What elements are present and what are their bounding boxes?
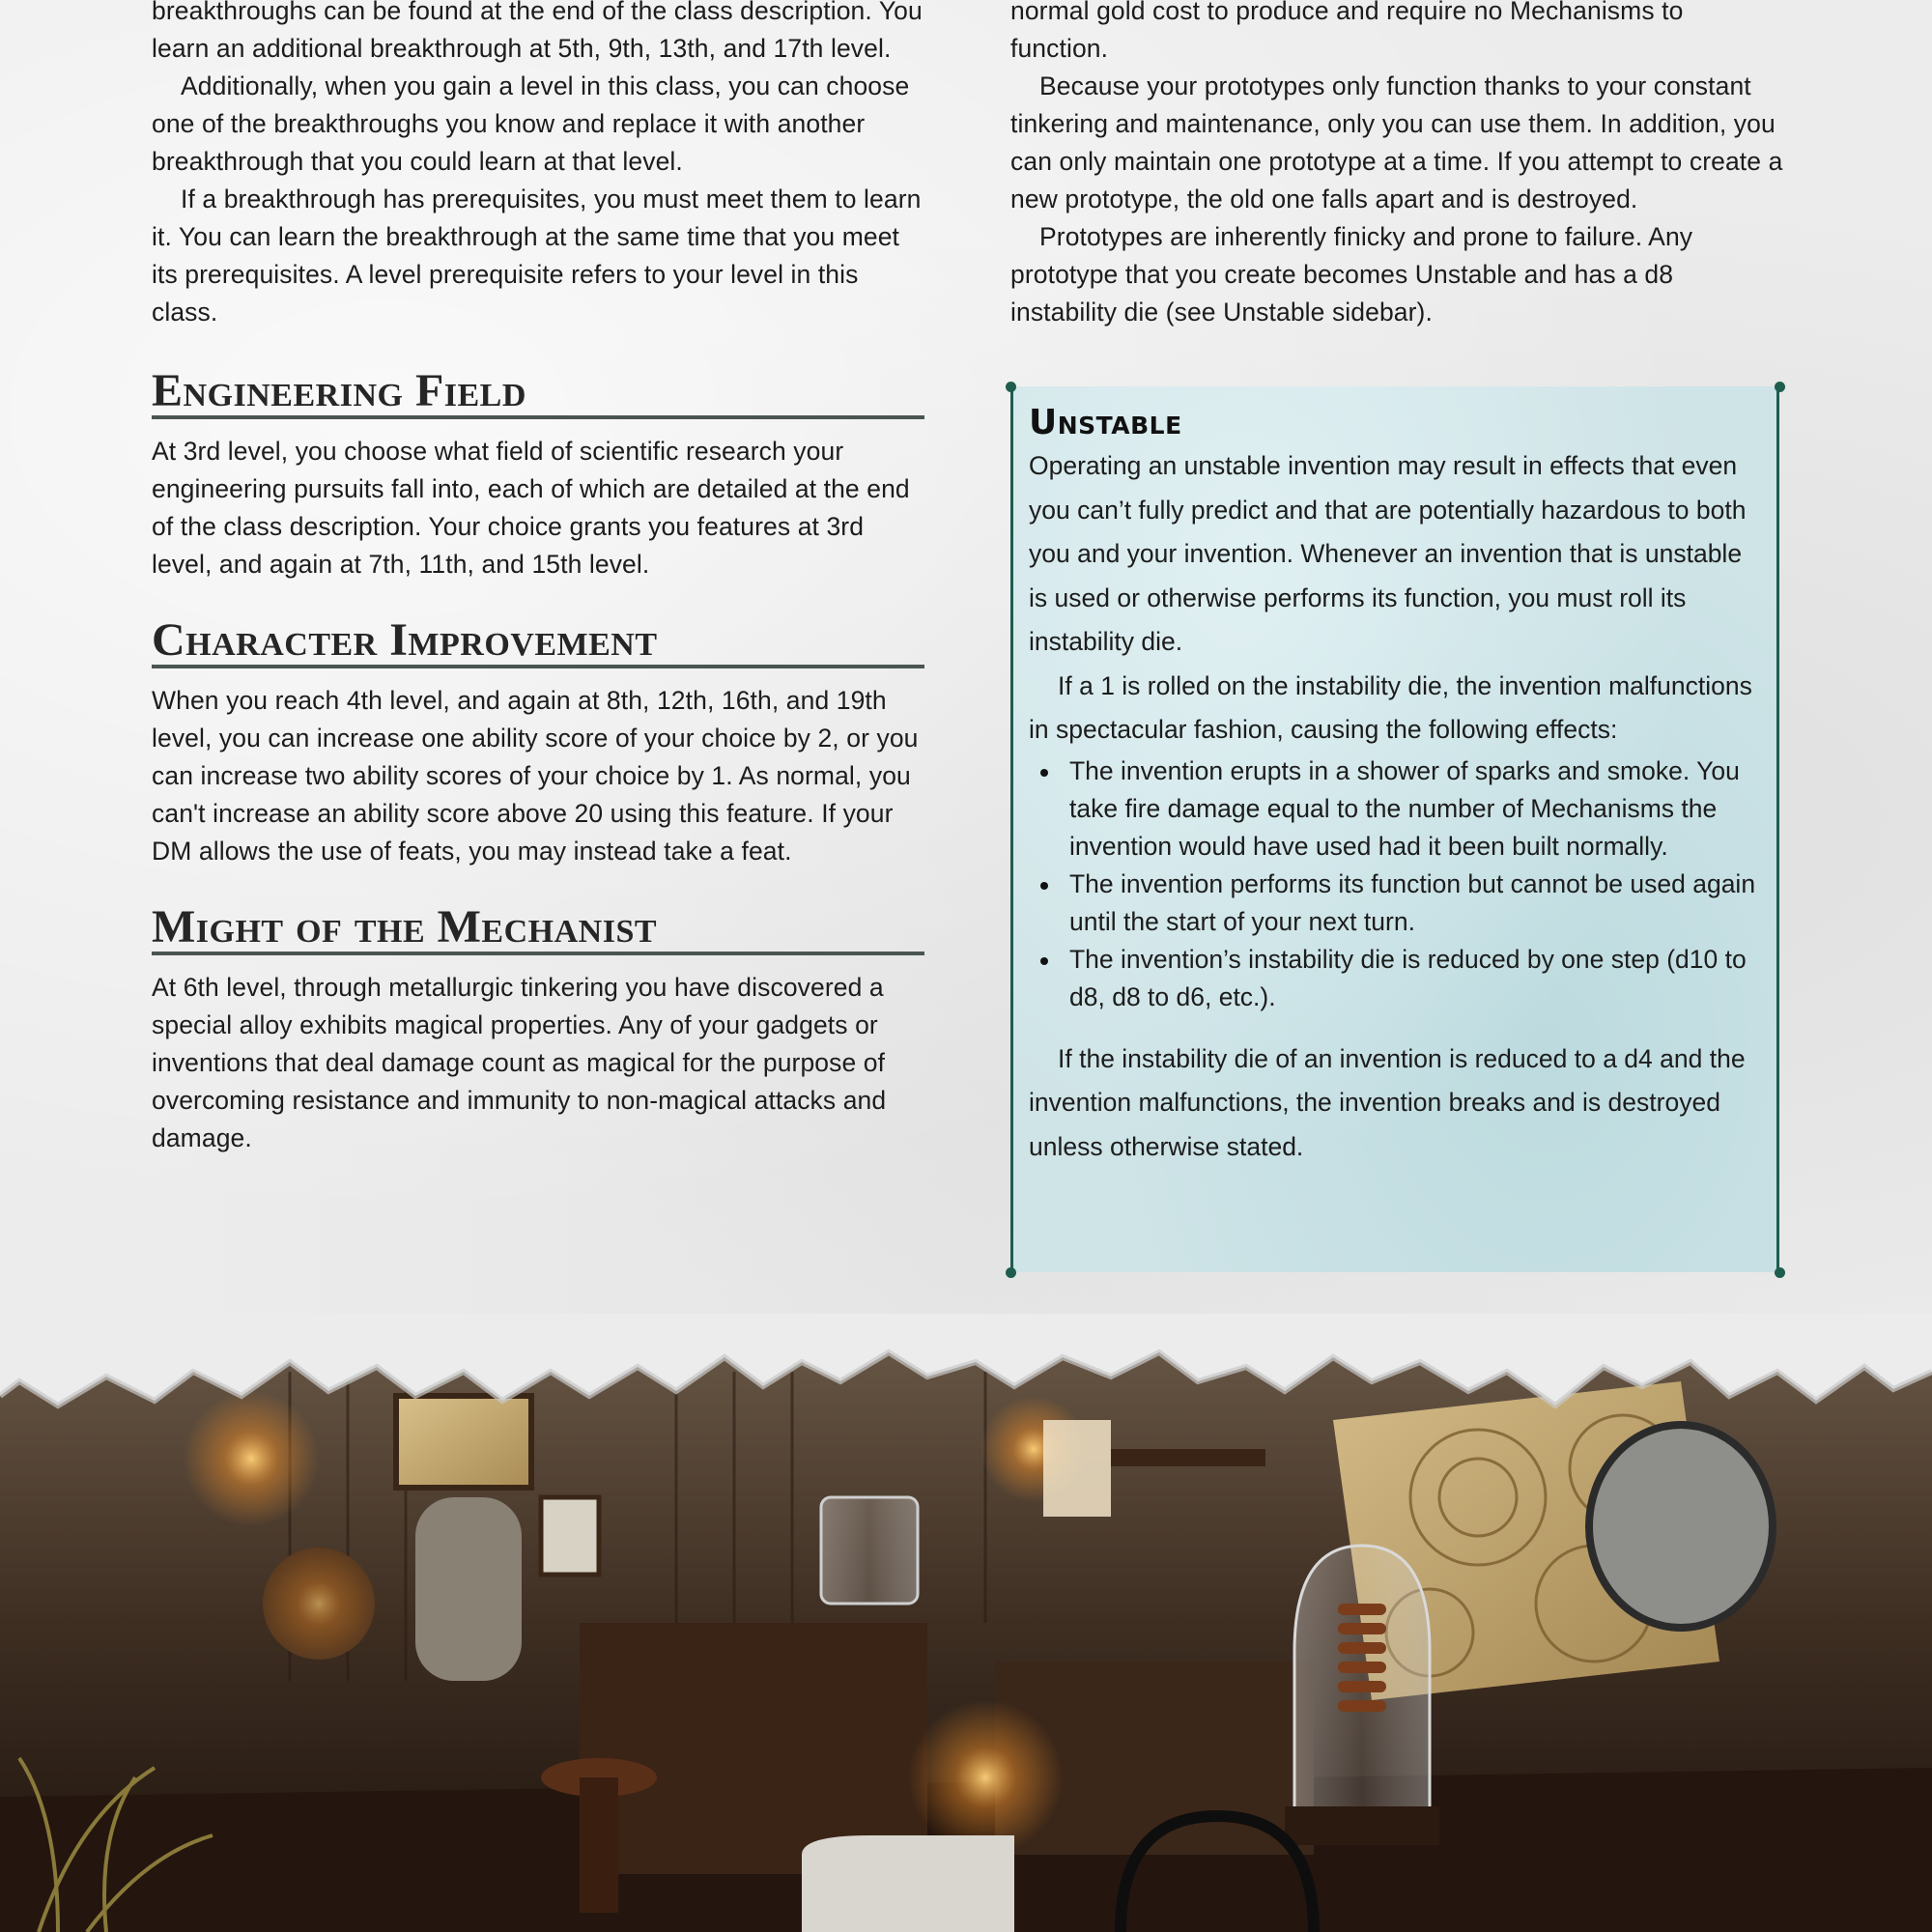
intro-paragraph-1: breakthroughs can be found at the end of the class description. You learn an additional breakthrough at 5th, 9th, 13th, and 17th level. bbox=[152, 0, 923, 63]
workshop-illustration bbox=[0, 1314, 1932, 1932]
unstable-sidebar bbox=[1010, 386, 1779, 1272]
sidebar-corner-dot bbox=[1775, 1267, 1785, 1278]
list-item: The invention’s instability die is reduced by one step (d10 to d8, d8 to d6, etc.). bbox=[1069, 941, 1761, 1016]
section-text-character-improvement: When you reach 4th level, and again at 8th, 12th, 16th, and 19th level, you can increase one ability score of your choice by 2, or you can increase two ability scores of your choice by 1. As normal, you can't increase an ability score above 20 using this feature. If your DM allows the use of feats, you may instead take a feat. bbox=[152, 686, 919, 866]
section-heading-might-of-the-mechanist: Might of the Mechanist bbox=[152, 903, 924, 955]
sidebar-corner-dot bbox=[1006, 382, 1016, 392]
sidebar-paragraph-2: If a 1 is rolled on the instability die, the invention malfunctions in spectacular fashion, causing the following effects: bbox=[1029, 670, 1752, 744]
list-item: The invention erupts in a shower of sparks and smoke. You take fire damage equal to the number of Mechanisms the invention would have used had it been built normally. bbox=[1069, 753, 1761, 866]
list-item: The invention performs its function but cannot be used again until the start of your next turn. bbox=[1069, 866, 1761, 941]
left-column bbox=[152, 0, 924, 1157]
sidebar-effects-list bbox=[1029, 753, 1761, 1016]
section-heading-engineering-field: Engineering Field bbox=[152, 367, 924, 419]
section-text-might-of-the-mechanist: At 6th level, through metallurgic tinkering you have discovered a special alloy exhibits magical properties. Any of your gadgets or inventions that deal damage count as magical for the purpose of overcoming resistance and immunity to non-magical attacks and damage. bbox=[152, 973, 887, 1152]
sidebar-corner-dot bbox=[1775, 382, 1785, 392]
intro-paragraph-2: Additionally, when you gain a level in this class, you can choose one of the breakthroughs you know and replace it with another breakthrough that you could learn at that level. bbox=[152, 71, 910, 176]
right-paragraph-3: Prototypes are inherently finicky and prone to failure. Any prototype that you create becomes Unstable and has a d8 instability die (see Unstable sidebar). bbox=[1010, 222, 1693, 327]
sidebar-paragraph-1: Operating an unstable invention may result in effects that even you can’t fully predict and that are potentially hazardous to both you and your invention. Whenever an invention that is unstable is used or otherwise performs its function, you must roll its instability die. bbox=[1029, 451, 1747, 656]
right-paragraph-2: Because your prototypes only function thanks to your constant tinkering and maintenance, only you can use them. In addition, you can only maintain one prototype at a time. If you attempt to create a new prototype, the old one falls apart and is destroyed. bbox=[1010, 71, 1783, 213]
right-column bbox=[1010, 0, 1783, 331]
sidebar-paragraph-3: If the instability die of an invention is reduced to a d4 and the invention malfunctions, the invention breaks and is destroyed unless otherwise stated. bbox=[1029, 1043, 1746, 1161]
sidebar-title: Unstable bbox=[1029, 403, 1182, 442]
section-heading-character-improvement: Character Improvement bbox=[152, 616, 924, 668]
intro-paragraph-3: If a breakthrough has prerequisites, you must meet them to learn it. You can learn the breakthrough at the same time that you meet its prerequisites. A level prerequisite refers to your level in this class. bbox=[152, 185, 922, 327]
right-paragraph-1: normal gold cost to produce and require no Mechanisms to function. bbox=[1010, 0, 1684, 63]
section-text-engineering-field: At 3rd level, you choose what field of scientific research your engineering pursuits fall into, each of which are detailed at the end of the class description. Your choice grants you features at 3rd level, and again at 7th, 11th, and 15th level. bbox=[152, 437, 910, 579]
sidebar-corner-dot bbox=[1006, 1267, 1016, 1278]
